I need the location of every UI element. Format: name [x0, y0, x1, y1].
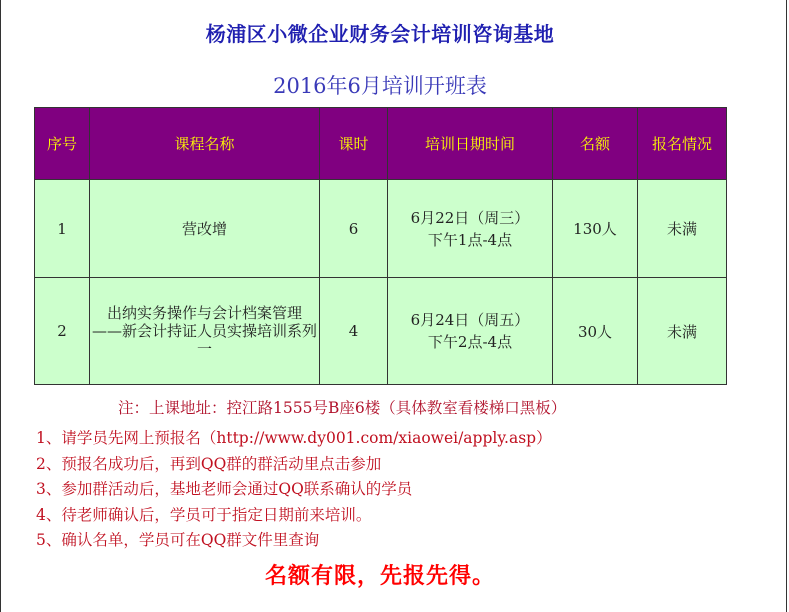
- table-row: [35, 278, 727, 385]
- cell-date: [388, 180, 553, 278]
- cell-index: 2: [35, 278, 90, 385]
- header-status: 报名情况: [638, 108, 727, 180]
- header-quota: 名额: [553, 108, 638, 180]
- cell-index: 1: [35, 180, 90, 278]
- cell-status: 未满: [638, 278, 727, 385]
- date-time: 下午1点-4点: [427, 230, 513, 249]
- date-day: 6月22日（周三）: [410, 208, 530, 227]
- table-header-row: [35, 108, 727, 180]
- step-item: 1、请学员先网上预报名（http://www.dy001.com/xiaowei/apply.asp）: [36, 429, 552, 447]
- cell-course: [90, 278, 320, 385]
- registration-steps: [36, 426, 552, 554]
- header-date: 培训日期时间: [388, 108, 553, 180]
- cell-status: 未满: [638, 180, 727, 278]
- address-note: 注：上课地址：控江路1555号B座6楼（具体教室看楼梯口黑板）: [118, 399, 567, 417]
- header-course: 课程名称: [90, 108, 320, 180]
- date-time: 下午2点-4点: [427, 333, 513, 351]
- page-border-right: [786, 0, 787, 612]
- step-item: 5、确认名单，学员可在QQ群文件里查询: [36, 531, 320, 549]
- schedule-subtitle: 2016年6月培训开班表: [273, 74, 487, 98]
- table-row: [35, 180, 727, 278]
- cell-quota: 130人: [553, 180, 638, 278]
- date-day: 6月24日（周五）: [410, 311, 530, 329]
- course-series: ——新会计持证人员实操培训系列一: [91, 322, 317, 358]
- course-name: 出纳实务操作与会计档案管理: [106, 304, 302, 322]
- cell-hours: 4: [320, 278, 388, 385]
- header-hours: 课时: [320, 108, 388, 180]
- limited-seats-notice: 名额有限，先报先得。: [264, 564, 495, 589]
- header-index: 序号: [35, 108, 90, 180]
- step-item: 4、待老师确认后，学员可于指定日期前来培训。: [36, 505, 372, 524]
- cell-quota: 30人: [553, 278, 638, 385]
- page-title: 杨浦区小微企业财务会计培训咨询基地: [205, 22, 555, 46]
- step-item: 3、参加群活动后，基地老师会通过QQ联系确认的学员: [36, 480, 413, 498]
- cell-course: [90, 180, 320, 278]
- course-name: 营改增: [181, 220, 227, 238]
- step-item: 2、预报名成功后，再到QQ群的群活动里点击参加: [36, 454, 382, 473]
- schedule-table: [34, 107, 727, 385]
- cell-hours: 6: [320, 180, 388, 278]
- cell-date: [388, 278, 553, 385]
